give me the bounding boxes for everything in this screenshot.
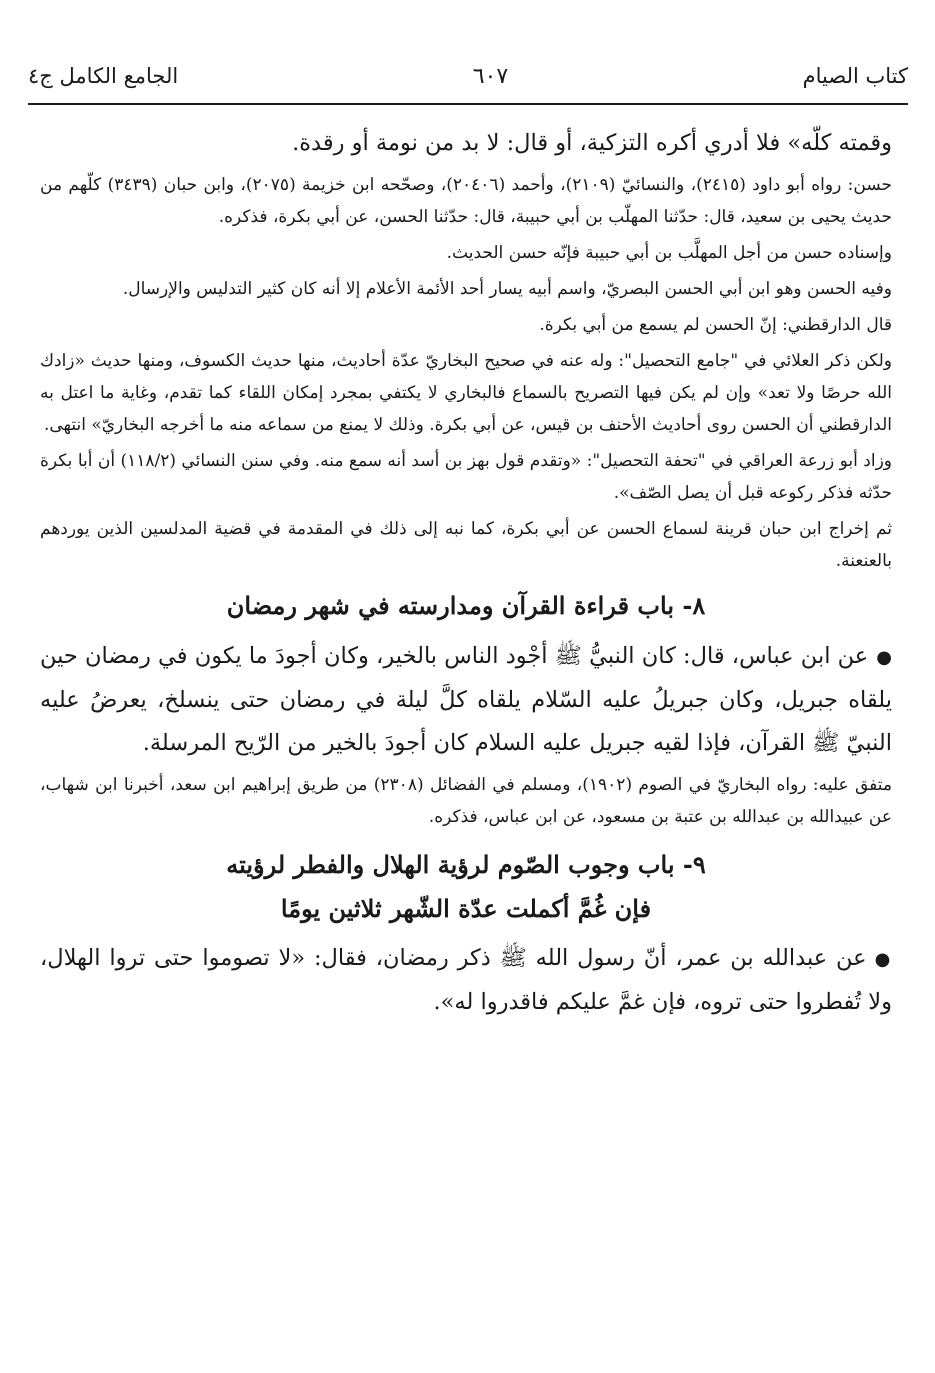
hadith-ibn-umar-text: عن عبدالله بن عمر، أنّ رسول الله ﷺ ذكر رمضان، فقال: «لا تصوموا حتى تروا الهلال، ولا تُفطروا حتى تروه، فإن غمَّ عليكم فاقدروا له».: [40, 945, 892, 1015]
chapter-heading-9-line1: ٩- باب وجوب الصّوم لرؤية الهلال والفطر لرؤيته: [226, 850, 706, 879]
takhrij-note: حسن: رواه أبو داود (٢٤١٥)، والنسائيّ (٢١٠٩)، وأحمد (٢٠٤٠٦)، وصحّحه ابن خزيمة (٢٠٧٥)، وابن حبان (٣٤٣٩) كلّهم من حديث يحيى بن سعيد، قال: حدّثنا المهلّب بن أبي حبيبة، قال: حدّثنا الحسن، عن أبي بكرة، فذكره.: [40, 175, 892, 227]
hadith-ibn-umar: [40, 937, 892, 1024]
book-volume-title: الجامع الكامل ج٤: [28, 64, 179, 88]
page-header: [28, 52, 908, 100]
chapter-heading-9: [40, 843, 892, 931]
hadith-continuation: وقمته كلّه» فلا أدري أكره التزكية، أو قال: لا بد من نومة أو رقدة.: [292, 130, 892, 156]
isnad-note: وإسناده حسن من أجل المهلَّب بن أبي حبيبة فإنّه حسن الحديث.: [446, 243, 892, 263]
ibn-hibban-note: ثم إخراج ابن حبان قرينة لسماع الحسن عن أبي بكرة، كما نبه إلى ذلك في المقدمة في قضية المدلسين الذين يوردهم بالعنعنة.: [40, 519, 892, 571]
iraqi-note: وزاد أبو زرعة العراقي في "تحفة التحصيل": «وتقدم قول بهز بن أسد أنه سمع منه. وفي سنن النسائي (١١٨/٢) أن أبا بكرة حدّثه فذكر ركوعه قبل أن يصل الصّف».: [40, 451, 892, 503]
daraqutni-note: قال الدارقطني: إنّ الحسن لم يسمع من أبي بكرة.: [539, 315, 892, 335]
hadith-ibn-abbas: [40, 635, 892, 765]
hadith-ibn-abbas-text: عن ابن عباس، قال: كان النبيُّ ﷺ أجْود الناس بالخير، وكان أجودَ ما يكون في رمضان حين يلقاه جبريل، وكان جبريلُ عليه السّلام يلقاه كلَّ ليلة في رمضان حتى ينسلخ، يعرضُ عليه النبيّ ﷺ القرآن، فإذا لقيه جبريل عليه السلام كان أجودَ بالخير من الرّيح المرسلة.: [40, 643, 892, 756]
book-section-title: كتاب الصيام: [802, 64, 908, 88]
alai-note: ولكن ذكر العلائي في "جامع التحصيل": وله عنه في صحيح البخاريّ عدّة أحاديث، منها حديث الكسوف، ومنها حديث «زادك الله حرصًا ولا تعد» وإن لم يكن فيها التصريح بالسماع فالبخاري لا يكتفي بمجرد إمكان اللقاء كما تقدم، وغاية ما اعتل به الدارقطني أن الحسن روى أحاديث الأحنف بن قيس، عن أبي بكرة. وذلك لا يمنع من سماعه منه ما أخرجه البخاريّ» انتهى.: [40, 351, 892, 435]
takhrij-note-2: متفق عليه: رواه البخاريّ في الصوم (١٩٠٢)، ومسلم في الفضائل (٢٣٠٨) من طريق إبراهيم ابن سعد، أخبرنا ابن شهاب، عن عبيدالله بن عبدالله بن عتبة بن مسعود، عن ابن عباس، فذكره.: [40, 775, 892, 827]
page-number: ٦٠٧: [472, 63, 509, 89]
narrator-note: وفيه الحسن وهو ابن أبي الحسن البصريّ، واسم أبيه يسار أحد الأئمة الأعلام إلا أنه كان كثير التدليس والإرسال.: [122, 279, 892, 299]
page-body: [40, 122, 892, 1028]
chapter-heading-9-line2: فإن غُمَّ أكملت عدّة الشّهر ثلاثين يومًا: [280, 894, 652, 923]
chapter-heading-8: ٨- باب قراءة القرآن ومدارسته في شهر رمضان: [226, 591, 706, 620]
header-divider: [28, 103, 908, 105]
bullet-marker: ●: [876, 647, 892, 668]
bullet-marker: ●: [874, 949, 892, 970]
